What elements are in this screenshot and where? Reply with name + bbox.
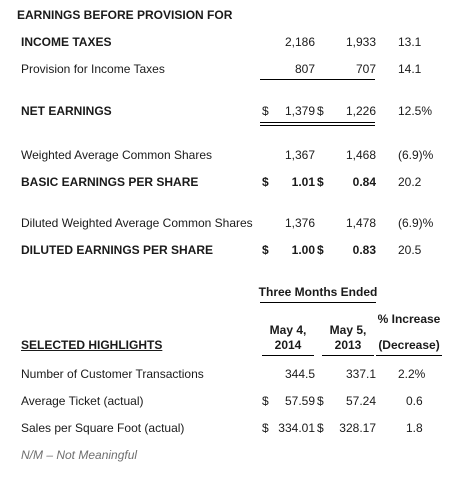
transactions-value-2013: 337.1	[345, 367, 376, 381]
diluted-eps-value-2013: 0.83	[352, 243, 376, 257]
average-ticket-label: Average Ticket (actual)	[21, 394, 144, 408]
col-2013-header-line2: 2013	[334, 338, 362, 352]
provision-pct: 14.1	[398, 62, 422, 76]
average-ticket-dollar-2014: $	[262, 394, 269, 408]
col-2014-header-line2: 2014	[274, 338, 302, 352]
diluted-eps-dollar-2014: $	[262, 243, 269, 257]
basic-eps-dollar-2014: $	[262, 175, 269, 189]
provision-label: Provision for Income Taxes	[21, 62, 165, 76]
col-pct-header-rule	[376, 355, 442, 356]
ebpit-value-2013: 1,933	[345, 35, 376, 49]
subtotal-rule	[260, 79, 375, 80]
selected-highlights-title: SELECTED HIGHLIGHTS	[21, 338, 163, 352]
average-ticket-value-2013: 57.24	[345, 394, 376, 408]
double-rule-top	[260, 122, 375, 123]
col-pct-header-line2: (Decrease)	[378, 338, 440, 352]
title-line2: INCOME TAXES	[21, 35, 112, 49]
basic-eps-label: BASIC EARNINGS PER SHARE	[21, 175, 199, 189]
provision-value-2013: 707	[355, 62, 376, 76]
ebpit-pct: 13.1	[398, 35, 422, 49]
transactions-label: Number of Customer Transactions	[21, 367, 204, 381]
diluted-eps-dollar-2013: $	[317, 243, 324, 257]
wacs-label: Weighted Average Common Shares	[21, 148, 212, 162]
average-ticket-dollar-2013: $	[317, 394, 324, 408]
dwacs-value-2014: 1,376	[284, 216, 315, 230]
provision-value-2014: 807	[294, 62, 315, 76]
sales-per-sqft-value-2013: 328.17	[339, 421, 376, 435]
double-rule-bottom	[260, 125, 375, 126]
basic-eps-value-2014: 1.01	[291, 175, 315, 189]
sales-per-sqft-label: Sales per Square Foot (actual)	[21, 421, 185, 435]
col-2014-header-line1: May 4,	[269, 323, 307, 337]
footnote: N/M – Not Meaningful	[21, 448, 138, 462]
diluted-eps-value-2014: 1.00	[291, 243, 315, 257]
col-pct-header-line1: % Increase	[377, 312, 441, 326]
wacs-value-2014: 1,367	[284, 148, 315, 162]
sales-per-sqft-value-2014: 334.01	[278, 421, 315, 435]
sales-per-sqft-pct: 1.8	[406, 421, 423, 435]
wacs-value-2013: 1,468	[345, 148, 376, 162]
dwacs-label: Diluted Weighted Average Common Shares	[21, 216, 253, 230]
period-header: Three Months Ended	[258, 285, 378, 299]
basic-eps-pct: 20.2	[398, 175, 422, 189]
diluted-eps-label: DILUTED EARNINGS PER SHARE	[21, 243, 214, 257]
transactions-value-2014: 344.5	[284, 367, 315, 381]
basic-eps-value-2013: 0.84	[352, 175, 376, 189]
col-2013-header-line1: May 5,	[329, 323, 367, 337]
sales-per-sqft-dollar-2014: $	[262, 421, 269, 435]
ebpit-value-2014: 2,186	[284, 35, 315, 49]
col-2014-header-rule	[262, 355, 314, 356]
net-earnings-label: NET EARNINGS	[21, 104, 112, 118]
transactions-pct: 2.2%	[398, 367, 426, 381]
wacs-pct: (6.9)%	[398, 148, 434, 162]
sales-per-sqft-dollar-2013: $	[317, 421, 324, 435]
net-earnings-dollar-2014: $	[262, 104, 269, 118]
net-earnings-value-2013: 1,226	[345, 104, 376, 118]
dwacs-value-2013: 1,478	[345, 216, 376, 230]
average-ticket-pct: 0.6	[406, 394, 423, 408]
basic-eps-dollar-2013: $	[317, 175, 324, 189]
net-earnings-value-2014: 1,379	[284, 104, 315, 118]
net-earnings-pct: 12.5%	[398, 104, 433, 118]
col-2013-header-rule	[322, 355, 374, 356]
period-header-rule	[260, 302, 376, 303]
title-line1: EARNINGS BEFORE PROVISION FOR	[17, 8, 233, 22]
net-earnings-dollar-2013: $	[317, 104, 324, 118]
diluted-eps-pct: 20.5	[398, 243, 422, 257]
average-ticket-value-2014: 57.59	[284, 394, 315, 408]
dwacs-pct: (6.9)%	[398, 216, 434, 230]
